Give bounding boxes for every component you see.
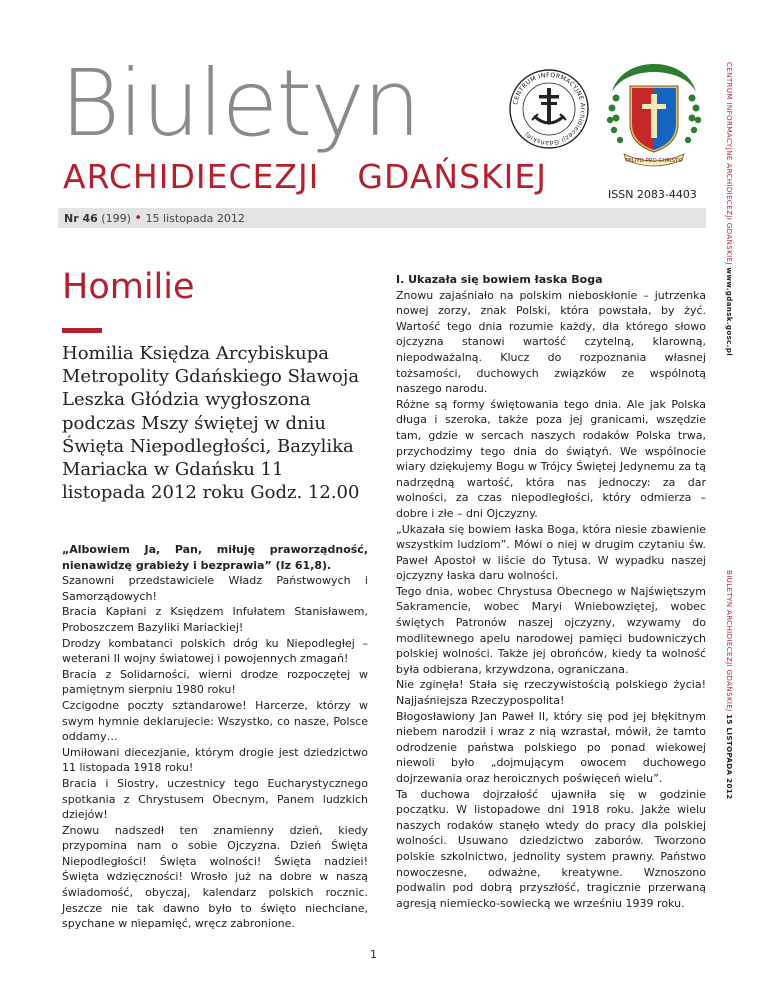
issue-number: Nr 46: [64, 212, 98, 225]
seal-text: CENTRUM INFORMACYJNE Archidiecezji Gdańskiej: [512, 71, 587, 147]
masthead-subtitle-1: ARCHIDIECEZJI: [63, 157, 320, 196]
issue-info: [64, 211, 245, 226]
lead-quote: „Albowiem Ja, Pan, miłuję praworządność, nienawidzę grabieży i bezprawia” (Iz 61,8).: [62, 543, 368, 572]
masthead-subtitle-2: GDAŃSKIEJ: [357, 157, 547, 196]
issue-bar: [58, 208, 706, 228]
side-top-label: CENTRUM INFORMACYJNE ARCHIDIECEZJI GDAŃSKIEJ: [725, 62, 734, 265]
side-label-bottom: [720, 570, 734, 799]
issue-overall: (199): [101, 212, 131, 225]
bullet-icon: •: [134, 211, 143, 226]
archbishop-coat-of-arms: [602, 58, 706, 170]
paragraph: Drodzy kombatanci polskich dróg ku Niepodległej – weterani II wojny światowej i powojennych zmagań!: [62, 636, 368, 666]
paragraph: Tego dnia, wobec Chrystusa Obecnego w Najświętszym Sakramencie, wobec Maryi Wniebowziętej, wobec świętych Patronów naszej ojczyzny, wzywamy do modlitewnego apelu narodowej pamięci budowniczych polskiej wolności. Także jej obrońców, kiedy ta wolność była odbierana, krzywdzona, ograniczana.: [396, 584, 706, 676]
issn: ISSN 2083-4403: [608, 188, 697, 201]
paragraph: Różne są formy świętowania tego dnia. Ale jak Polska długa i szeroka, także poza jej granicami, wszędzie tam, gdzie w sercach naszych rodaków Polska trwa, przychodzimy tego dnia do świątyń. We wspólnocie wiary dziękujemy Bogu w Trójcy Świętej Jedynemu za tą nadrzędną wartość, która nas jednoczy: za dar wolności, za czas niepodległości, który odmierza – dobre i złe – dni Ojczyzny.: [396, 397, 706, 520]
subheading: I. Ukazała się bowiem łaska Boga: [396, 273, 603, 286]
paragraph: Bracia z Solidarności, wierni drodze rozpoczętej w pamiętnym sierpniu 1980 roku!: [62, 667, 368, 697]
paragraph: Bracia i Siostry, uczestnicy tego Eucharystycznego spotkania z Chrystusem Obecnym, Panem ludzkich dziejów!: [62, 776, 368, 822]
issue-date: 15 listopada 2012: [145, 212, 245, 225]
side-label-top: [720, 62, 734, 356]
right-column-text: [396, 272, 706, 911]
homily-title: Homilia Księdza Arcybiskupa Metropolity Gdańskiego Sławoja Leszka Głódzia wygłoszona podczas Mszy świętej w dniu Święta Niepodległości, Bazylika Mariacka w Gdańsku 11 listopada 2012 roku Godz. 12.00: [62, 343, 360, 504]
paragraph: „Ukazała się bowiem łaska Boga, która niesie zbawienie wszystkim ludziom”. Mówi o niej w drugim czytaniu św. Paweł Apostoł w liście do Tytusa. W wypadku naszej ojczyzny łaska daru wolności.: [396, 522, 706, 583]
paragraph: Bracia Kapłani z Księdzem Infułatem Stanisławem, Proboszczem Bazyliki Mariackiej!: [62, 605, 368, 634]
page-number: 1: [370, 948, 377, 961]
paragraph: Szanowni przedstawiciele Władz Państwowych i Samorządowych!: [62, 574, 368, 603]
side-bottom-date: 15 LISTOPADA 2012: [725, 714, 734, 800]
paragraph: Umiłowani diecezjanie, którym drogie jest dziedzictwo 11 listopada 1918 roku!: [62, 745, 368, 775]
paragraph: Czcigodne poczty sztandarowe! Harcerze, którzy w swym hymnie deklarujecie: Wszystko, co nasze, Polsce oddamy…: [62, 698, 368, 744]
paragraph: Nie zginęła! Stała się rzeczywistością polskiego życia! Najjaśniejsza Rzeczypospolita!: [396, 678, 706, 708]
red-rule-divider: [62, 328, 102, 333]
side-top-url[interactable]: www.gdansk.gosc.pl: [725, 267, 734, 356]
side-bottom-label: BIULETYN ARCHIDIECEZJI GDAŃSKIEJ: [725, 570, 734, 712]
left-column-text: [62, 542, 368, 932]
section-title: Homilie: [62, 267, 195, 307]
masthead-subtitle: [63, 157, 547, 196]
coat-motto: MILITO PRO CHRISTO: [625, 158, 683, 164]
paragraph: Znowu nadszedł ten znamienny dzień, kiedy przypomina nam o sobie Ojczyzna. Dzień Święta Niepodległości! Święta wolności! Święta nadziei! Święta wdzięczności! Wrosło już na dobre w naszą świadomość, obyczaj, kalendarz polskich rocznic. Jeszcze nie tak dawno było to święto niechciane, spychane w niepamięć, wręcz zabronione.: [62, 823, 368, 931]
paragraph: Ta duchowa dojrzałość ujawniła się w godzinie początku. W listopadowe dni 1918 roku. Jakże wielu naszych rodaków stanęło wtedy do pracy dla polskiej wolności. Usuwano dziedzictwo zaborów. Tworzono polskie szkolnictwo, jednolity system prawny. Państwo nowoczesne, odważne, kreatywne. Wznoszono podwalin pod dobrą przyszłość, tragicznie przerwaną agresją niemiecko-sowiecką we wrześniu 1939 roku.: [396, 787, 706, 910]
paragraph: Znowu zajaśniało na polskim nieboskłonie – jutrzenka nowej zorzy, znak Polski, która powstała, by żyć. Wartość tego dnia rozumie każdy, dla którego słowo ojczyzna stanowi wartość czytelną, klarowną, niepodważalną. Klucz do rozpoznania własnej tożsamości, duchowych związków ze wspólnotą naszego narodu.: [396, 288, 706, 396]
paragraph: Błogosławiony Jan Paweł II, który się pod jej błękitnym niebem narodził i wraz z nią wzrastał, mówił, że tamto odrodzenie państwa polskiego po ponad wiekowej niewoli było „dojmującym owocem duchowego dojrzewania oraz heroicznych poświęceń wielu”.: [396, 709, 706, 785]
information-centre-seal: [508, 68, 590, 150]
masthead-title: Biuletyn: [60, 50, 420, 157]
